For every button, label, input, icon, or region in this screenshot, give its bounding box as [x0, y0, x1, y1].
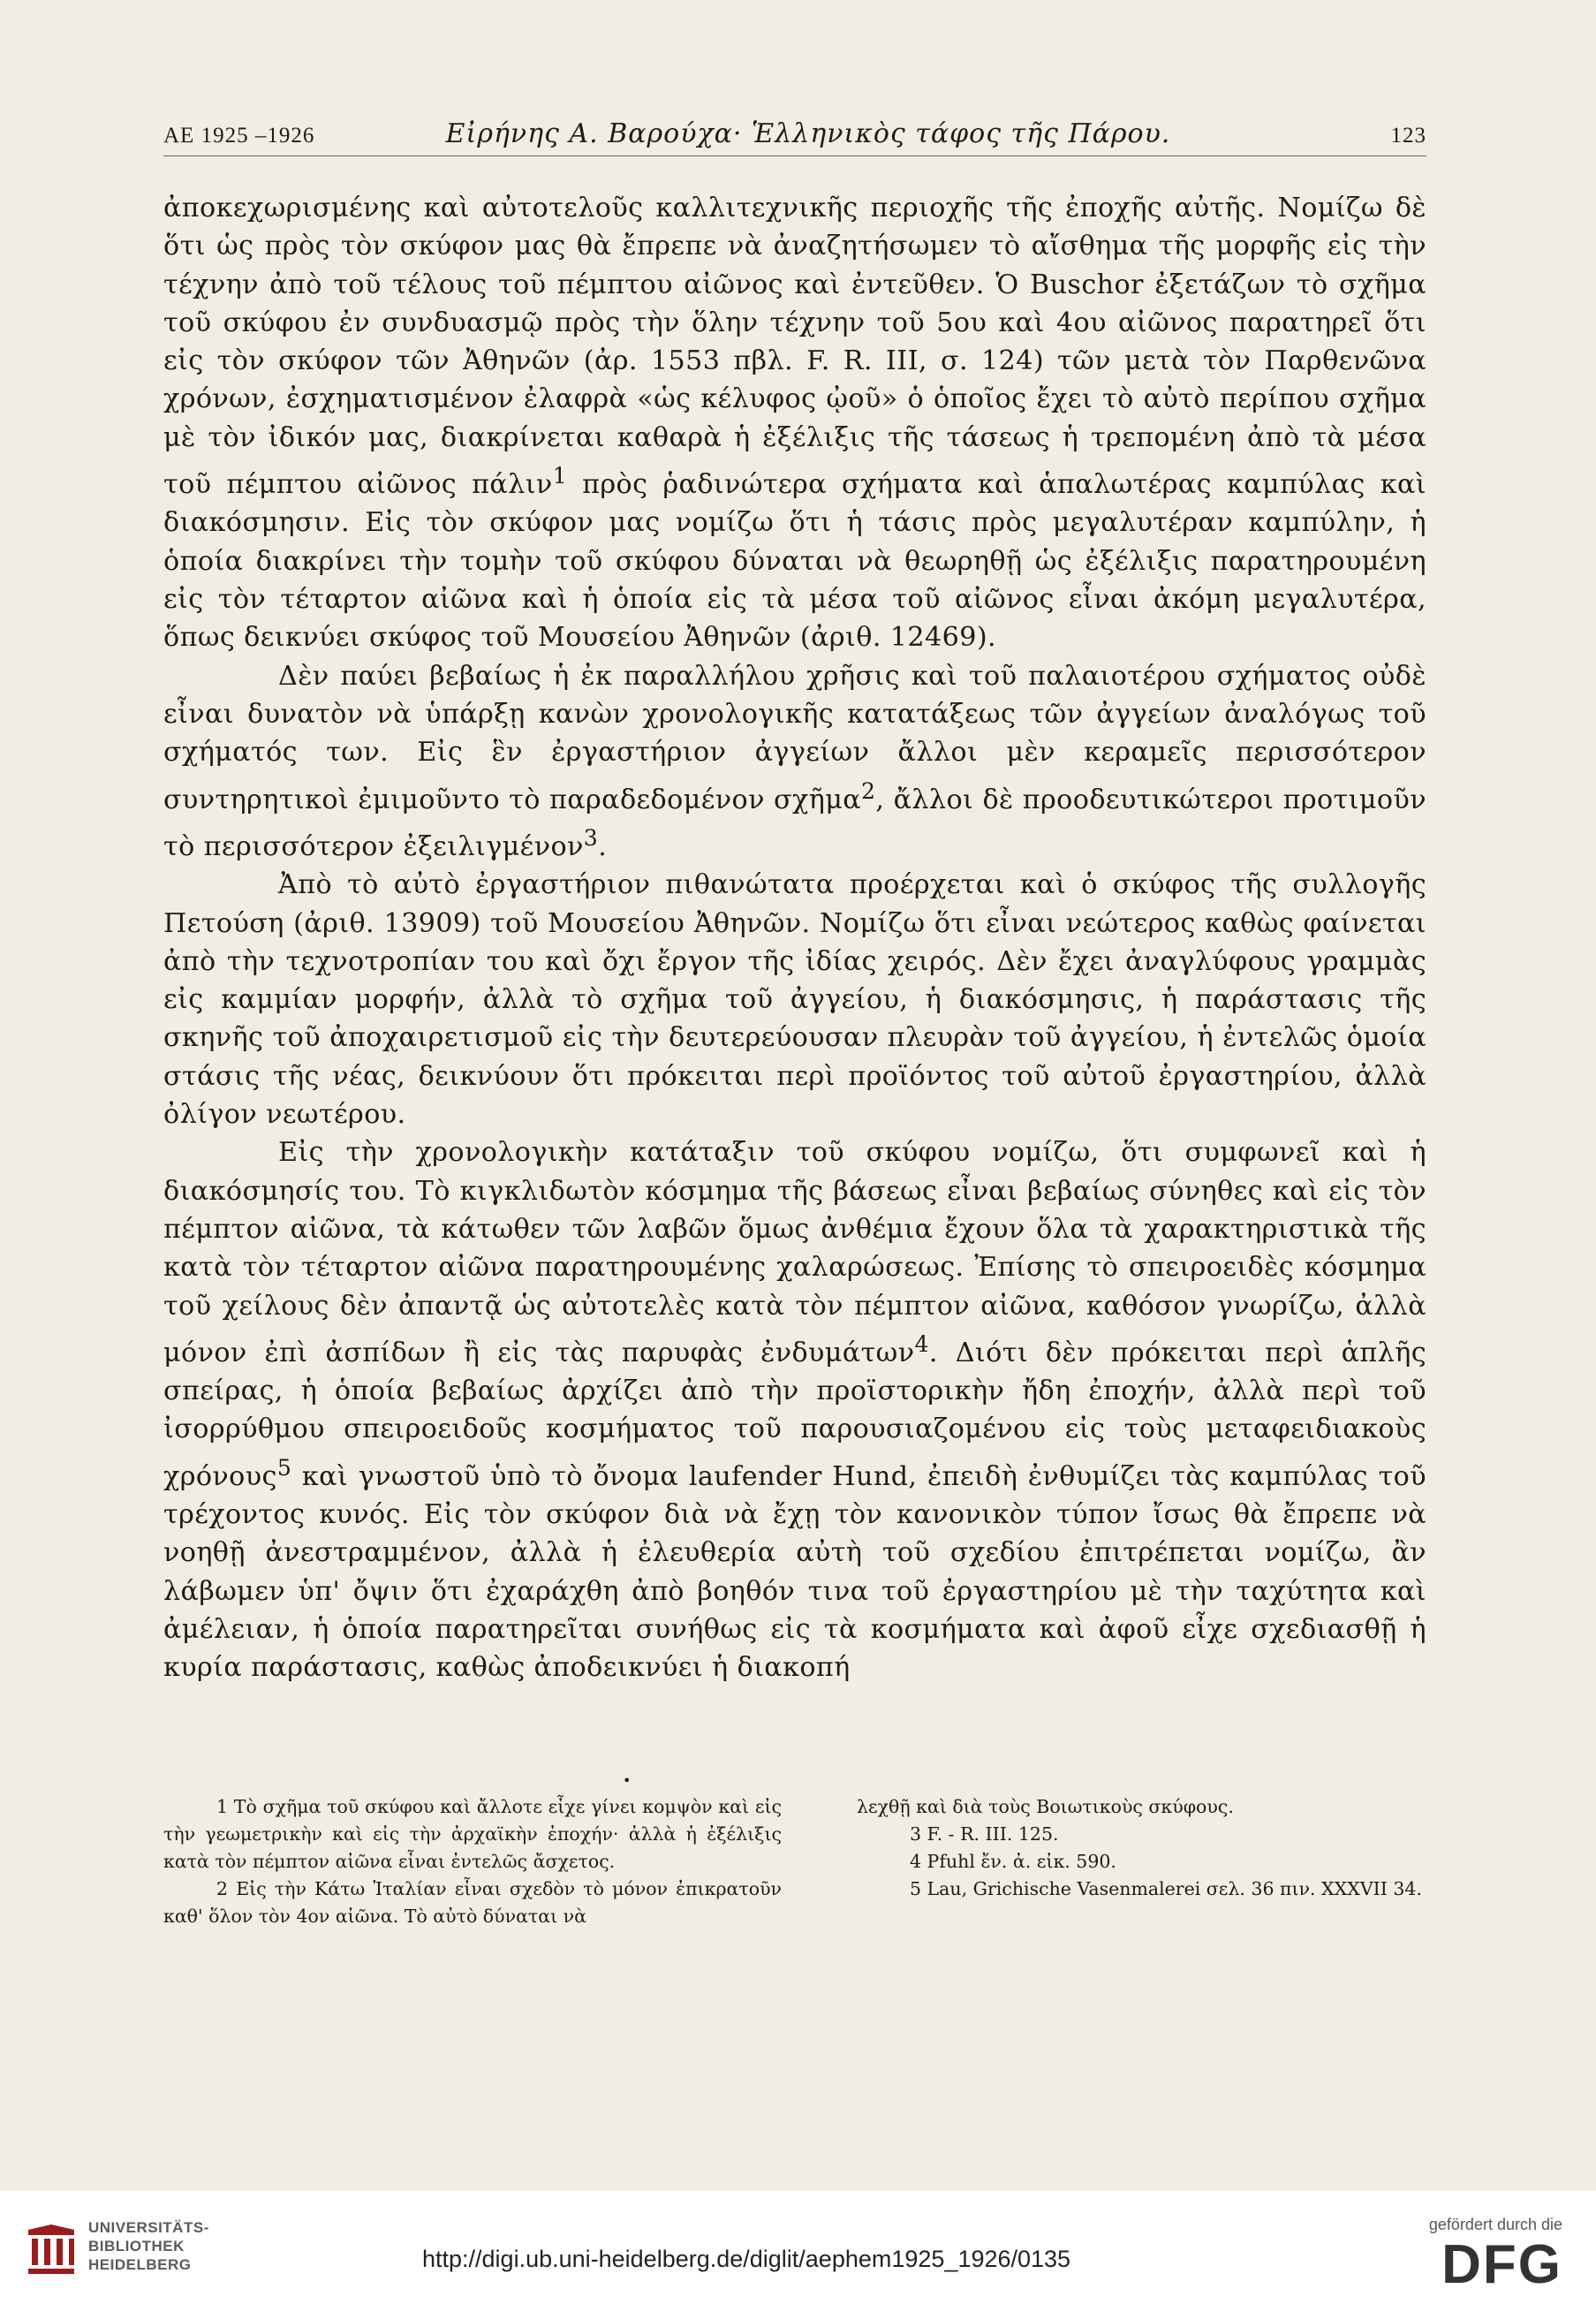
article-title: Εἰρήνης Α. Βαρούχα· Ἑλληνικὸς τάφος τῆς Πάρου. — [445, 118, 1171, 149]
paragraph-3: Ἀπὸ τὸ αὐτὸ ἐργαστήριον πιθανώτατα προέρχεται καὶ ὁ σκύφος τῆς συλλογῆς Πετούση (ἀριθ. 13909) τοῦ Μουσείου Ἀθηνῶν. Νομίζω ὅτι εἶναι νεώτερος καθὼς φαίνεται ἀπὸ τὴν τεχνοτροπίαν του καὶ ὄχι ἔργον τῆς ἰδίας χειρός. Δὲν ἔχει ἀναγλύφους γραμμὰς εἰς καμμίαν μορφήν, ἀλλὰ τὸ σχῆμα τοῦ ἀγγείου, ἡ διακόσμησις, ἡ παράστασις τῆς σκηνῆς τοῦ ἀποχαιρετισμοῦ εἰς τὴν δευτερεύουσαν πλευρὰν τοῦ ἀγγείου, ἡ ἐντελῶς ὁμοία στάσις τῆς νέας, δεικνύουν ὅτι πρόκειται περὶ προϊόντος τοῦ αὐτοῦ ἐργαστηρίου, ἀλλὰ ὀλίγον νεωτέρου. — [163, 869, 1426, 1131]
page-number: 123 — [1390, 124, 1426, 148]
paragraph-2: Δὲν παύει βεβαίως ἡ ἐκ παραλλήλου χρῆσις καὶ τοῦ παλαιοτέρου σχήματος οὐδὲ εἶναι δυνατὸν νὰ ὑπάρξῃ κανὼν χρονολογικῆς κατατάξεως τῶν ἀγγείων ἀναλόγως τοῦ σχήματός των. Εἰς ἓν ἐργαστήριον ἀγγείων ἄλλοι μὲν κεραμεῖς περισσότερον συντηρητικοὶ ἐμιμοῦντο τὸ παραδεδομένον σχῆμα$^2$, ἄλλοι δὲ προοδευτικώτεροι προτιμοῦν τὸ περισσότερον ἐξειλιγμένον$^3$. — [163, 660, 1426, 862]
paragraph-1: ἀποκεχωρισμένης καὶ αὐτοτελοῦς καλλιτεχνικῆς περιοχῆς τῆς ἐποχῆς αὐτῆς. Νομίζω δὲ ὅτι ὡς πρὸς τὸν σκύφον μας θὰ ἔπρεπε νὰ ἀναζητήσωμεν τὸ αἴσθημα τῆς μορφῆς εἰς τὴν τέχνην ἀπὸ τοῦ τέλους τοῦ πέμπτου αἰῶνος καὶ ἐντεῦθεν. Ὁ Buschor ἐξετάζων τὸ σχῆμα τοῦ σκύφου ἐν συνδυασμῷ πρὸς τὴν ὅλην τέχνην τοῦ 5ου καὶ 4ου αἰῶνος παρατηρεῖ ὅτι εἰς τὸν σκύφον τῶν Ἀθηνῶν (ἀρ. 1553 πβλ. F. R. III, σ. 124) τῶν μετὰ τὸν Παρθενῶνα χρόνων, ἐσχηματισμένον ἐλαφρὰ «ὡς κέλυφος ᾠοῦ» ὁ ὁποῖος ἔχει τὸ αὐτὸ περίπου σχῆμα μὲ τὸν ἰδικόν μας, διακρίνεται καθαρὰ ἡ ἐξέλιξις τῆς τάσεως ἡ τρεπομένη ἀπὸ τὰ μέσα τοῦ πέμπτου αἰῶνος πάλιν$^1$ πρὸς ῥαδινώτερα σχήματα καὶ ἁπαλωτέρας καμπύλας καὶ διακόσμησιν. Εἰς τὸν σκύφον μας νομίζω ὅτι ἡ τάσις πρὸς μεγαλυτέραν καμπύλην, ἡ ὁποία διακρίνει τὴν τομὴν τοῦ σκύφου δύναται νὰ θεωρηθῇ ὡς ἐξέλιξις παρατηρουμένη εἰς τὸν τέταρτον αἰῶνα καὶ ἡ ὁποία εἰς τὰ μέσα τοῦ αἰῶνος εἶναι ἀκόμη μεγαλυτέρα, ὅπως δεικνύει σκύφος τοῦ Μουσείου Ἀθηνῶν (ἀριθ. 12469). — [163, 193, 1426, 654]
footnote-2: 2 Εἰς τὴν Κάτω Ἰταλίαν εἶναι σχεδὸν τὸ μόνον ἐπικρατοῦν καθ' ὅλον τὸν 4ον αἰῶνα. Τὸ αὐτὸ δύναται νὰ — [163, 1878, 782, 1927]
footnotes-right-column — [857, 1793, 1426, 1903]
university-library-logo-icon — [25, 2223, 78, 2277]
footnote-5: 5 Lau, Grichische Vasenmalerei σελ. 36 πιν. XXXVII 34. — [910, 1878, 1422, 1899]
paragraph-4: Εἰς τὴν χρονολογικὴν κατάταξιν τοῦ σκύφου νομίζω, ὅτι συμφωνεῖ καὶ ἡ διακόσμησίς του. Τὸ κιγκλιδωτὸν κόσμημα τῆς βάσεως εἶναι βεβαίως σύνηθες καὶ εἰς τὸν πέμπτον αἰῶνα, τὰ κάτωθεν τῶν λαβῶν ὅμως ἀνθέμια ἔχουν ὅλα τὰ χαρακτηριστικὰ τῆς κατὰ τὸν τέταρτον αἰῶνα παρατηρουμένης χαλαρώσεως. Ἐπίσης τὸ σπειροειδὲς κόσμημα τοῦ χείλους δὲν ἀπαντᾷ ὡς αὐτοτελὲς κατὰ τὸν πέμπτον αἰῶνα, καθόσον γνωρίζω, ἀλλὰ μόνον ἐπὶ ἀσπίδων ἢ εἰς τὰς παρυφὰς ἐνδυμάτων$^4$. Διότι δὲν πρόκειται περὶ ἁπλῆς σπείρας, ἡ ὁποία βεβαίως ἀρχίζει ἀπὸ τὴν προϊστορικὴν ἤδη ἐποχήν, ἀλλὰ περὶ τοῦ ἰσορρύθμου σπειροειδοῦς κοσμήματος τοῦ παρουσιαζομένου εἰς τοὺς μεταφειδιακοὺς χρόνους$^5$ καὶ γνωστοῦ ὑπὸ τὸ ὄνομα laufender Hund, ἐπειδὴ ἐνθυμίζει τὰς καμπύλας τοῦ τρέχοντος κυνός. Εἰς τὸν σκύφον διὰ νὰ ἔχῃ τὸν κανονικὸν τύπον ἴσως θὰ ἔπρεπε νὰ νοηθῇ ἀνεστραμμένον, ἀλλὰ ἡ ἐλευθερία αὐτὴ τοῦ σχεδίου ἐπιτρέπεται νομίζω, ἂν λάβωμεν ὑπ' ὄψιν ὅτι ἐχαράχθη ἀπὸ βοηθόν τινα τοῦ ἐργαστηρίου μὲ τὴν ταχύτητα καὶ ἀμέλειαν, ἡ ὁποία παρατηρεῖται συνήθως εἰς τὰ κοσμήματα καὶ ἀφοῦ εἶχε σχεδιασθῇ ἡ κυρία παράστασις, καθὼς ἀποδεικνύει ἡ διακοπή — [163, 1137, 1426, 1684]
footnote-ref-3: 3 — [583, 824, 599, 851]
header-rule — [163, 155, 1426, 156]
digitization-footer — [0, 2191, 1596, 2319]
dfg-logo: DFG — [1441, 2234, 1562, 2295]
footnote-ref-1: 1 — [552, 463, 568, 489]
footnote-ref-5: 5 — [276, 1454, 292, 1481]
main-text — [163, 189, 1426, 1687]
footnote-ref-2: 2 — [861, 777, 876, 804]
footnote-2-continued: λεχθῇ καὶ διὰ τοὺς Βοιωτικοὺς σκύφους. — [857, 1796, 1234, 1817]
journal-volume: ΑΕ 1925 –1926 — [163, 124, 315, 148]
library-name: UNIVERSITÄTS- BIBLIOTHEK HEIDELBERG — [88, 2219, 209, 2273]
footnote-4: 4 Pfuhl ἔν. ἀ. εἰκ. 590. — [910, 1851, 1116, 1872]
running-header — [163, 118, 1426, 154]
footnote-1: 1 Τὸ σχῆμα τοῦ σκύφου καὶ ἄλλοτε εἶχε γίνει κομψὸν καὶ εἰς τὴν γεωμετρικὴν καὶ εἰς τὴν ἀρχαϊκὴν ἐποχήν· ἀλλὰ ἡ ἐξέλιξις κατὰ τὸν πέμπτον αἰῶνα εἶναι ἐντελῶς ἄσχετος. — [163, 1796, 782, 1872]
footnotes-left-column — [163, 1793, 782, 1930]
funded-by-label: gefördert durch die — [1428, 2216, 1562, 2233]
footnote-separator: • — [623, 1772, 632, 1789]
footnote-3: 3 F. - R. III. 125. — [910, 1823, 1059, 1845]
footnote-ref-4: 4 — [914, 1330, 929, 1357]
permalink[interactable]: http://digi.ub.uni-heidelberg.de/diglit/aephem1925_1926/0135 — [422, 2246, 1071, 2272]
dfg-credit — [1395, 2216, 1562, 2296]
